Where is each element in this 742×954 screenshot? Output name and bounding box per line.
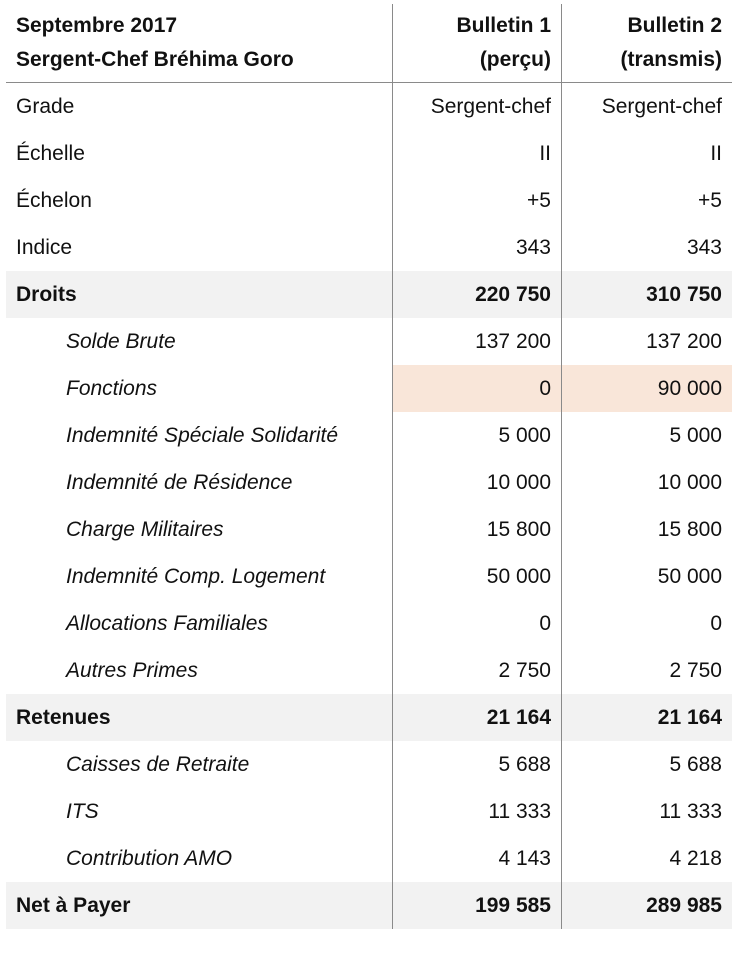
row-grade — [6, 83, 732, 130]
header-period: Septembre 2017 — [16, 14, 178, 37]
row-echelon — [6, 177, 732, 224]
section-droits — [6, 271, 732, 318]
bulletin-2-value: 5 000 — [669, 423, 722, 447]
bulletin-1-value: +5 — [393, 177, 562, 224]
bulletin-2-total: 289 985 — [646, 893, 722, 917]
header-bulletin-1 — [393, 4, 562, 82]
row-its — [6, 788, 732, 835]
header-title-cell — [6, 4, 393, 82]
row-indice — [6, 224, 732, 271]
bulletin-1-total: 199 585 — [393, 882, 562, 929]
bulletin-1-value: 137 200 — [393, 318, 562, 365]
header-person: Sergent-Chef Bréhima Goro — [16, 48, 294, 71]
bulletin-1-value: 11 333 — [393, 788, 562, 835]
bulletin-2-total: 310 750 — [646, 282, 722, 306]
bulletin-2-value: 11 333 — [659, 799, 722, 823]
bulletin-1-value: 5 000 — [393, 412, 562, 459]
row-autres-primes — [6, 647, 732, 694]
bulletin-2-total: 21 164 — [657, 705, 722, 729]
bulletin-1-value: 50 000 — [393, 553, 562, 600]
bulletin-1-value: 4 143 — [393, 835, 562, 882]
row-charge-militaires — [6, 506, 732, 553]
table-header — [6, 4, 732, 83]
section-label: Net à Payer — [6, 882, 393, 929]
row-label: Indemnité Spéciale Solidarité — [6, 412, 393, 459]
header-bulletin-2-title: Bulletin 2 — [627, 14, 722, 37]
section-label: Droits — [6, 271, 393, 318]
row-label: Allocations Familiales — [6, 600, 393, 647]
header-bulletin-2 — [562, 4, 732, 82]
row-label: Indice — [6, 224, 393, 271]
row-label: Charge Militaires — [6, 506, 393, 553]
bulletin-1-value: 15 800 — [393, 506, 562, 553]
row-label: Grade — [6, 83, 393, 130]
bulletin-2-value: 10 000 — [657, 470, 722, 494]
row-label: Solde Brute — [6, 318, 393, 365]
payslip-comparison-table — [6, 4, 732, 929]
row-echelle — [6, 130, 732, 177]
bulletin-1-value: 0 — [393, 600, 562, 647]
bulletin-2-value: II — [710, 141, 722, 165]
bulletin-2-value: 2 750 — [669, 658, 722, 682]
section-label: Retenues — [6, 694, 393, 741]
row-indemnite-logement — [6, 553, 732, 600]
row-label: Échelle — [6, 130, 393, 177]
bulletin-2-value: 4 218 — [669, 846, 722, 870]
row-label: Fonctions — [6, 365, 393, 412]
bulletin-1-value: II — [393, 130, 562, 177]
bulletin-2-highlighted-value: 90 000 — [562, 365, 732, 412]
bulletin-2-value: 137 200 — [646, 329, 722, 353]
bulletin-2-value: Sergent-chef — [601, 94, 722, 118]
bulletin-1-value: 10 000 — [393, 459, 562, 506]
bulletin-2-value: +5 — [698, 188, 722, 212]
row-label: ITS — [6, 788, 393, 835]
row-label: Autres Primes — [6, 647, 393, 694]
section-retenues — [6, 694, 732, 741]
bulletin-2-value: 15 800 — [657, 517, 722, 541]
row-indemnite-residence — [6, 459, 732, 506]
row-solde-brute — [6, 318, 732, 365]
row-label: Caisses de Retraite — [6, 741, 393, 788]
bulletin-1-value: 2 750 — [393, 647, 562, 694]
row-contribution-amo — [6, 835, 732, 882]
row-allocations-familiales — [6, 600, 732, 647]
header-bulletin-2-subtitle: (transmis) — [620, 48, 722, 71]
row-fonctions — [6, 365, 732, 412]
row-indemnite-speciale-solidarite — [6, 412, 732, 459]
row-label: Contribution AMO — [6, 835, 393, 882]
bulletin-2-value: 343 — [686, 235, 722, 259]
bulletin-2-value: 5 688 — [669, 752, 722, 776]
row-label: Indemnité de Résidence — [6, 459, 393, 506]
section-net-a-payer — [6, 882, 732, 929]
bulletin-1-value: 5 688 — [393, 741, 562, 788]
header-bulletin-1-title: Bulletin 1 — [456, 14, 551, 37]
row-caisses-retraite — [6, 741, 732, 788]
bulletin-1-total: 220 750 — [393, 271, 562, 318]
bulletin-1-highlighted-value: 0 — [393, 365, 562, 412]
row-label: Indemnité Comp. Logement — [6, 553, 393, 600]
bulletin-2-value: 50 000 — [657, 564, 722, 588]
bulletin-1-value: Sergent-chef — [393, 83, 562, 130]
bulletin-1-total: 21 164 — [393, 694, 562, 741]
row-label: Échelon — [6, 177, 393, 224]
bulletin-1-value: 343 — [393, 224, 562, 271]
header-bulletin-1-subtitle: (perçu) — [479, 48, 551, 71]
bulletin-2-value: 0 — [710, 611, 722, 635]
